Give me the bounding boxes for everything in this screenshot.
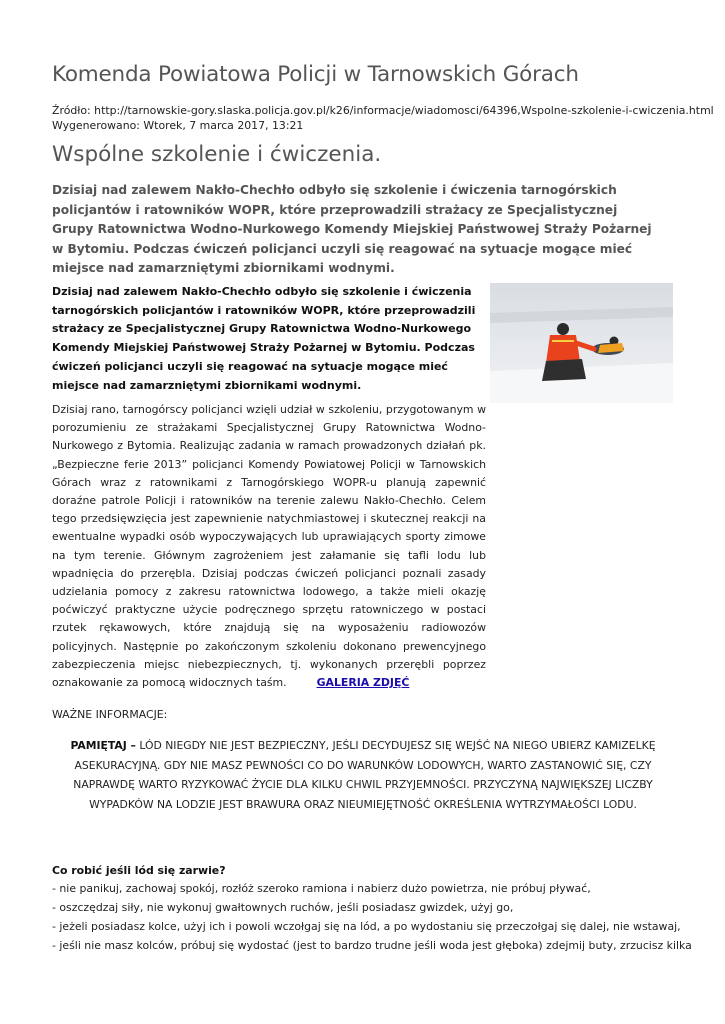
important-info-label: WAŻNE INFORMACJE:	[52, 708, 168, 721]
warning-text: LÓD NIEGDY NIE JEST BEZPIECZNY, JEŚLI DECYDUJESZ SIĘ WEJŚĆ NA NIEGO UBIERZ KAMIZELKĘ ASEKURACYJNĄ. GDY NIE MASZ PEWNOŚCI CO DO WARUNKÓW LODOWYCH, WARTO ZASTANOWIĆ SIĘ, CZY NAPRAWDĘ WARTO RYZYKOWAĆ ŻYCIE DLA KILKU CHWIL PRZYJEMNOŚCI. PRZYCZYNĄ NAJWIĘKSZEJ LICZBY WYPADKÓW NA LODZIE JEST BRAWURA ORAZ NIEUMIEJĘTNOŚĆ OKREŚLENIA WYTRZYMAŁOŚCI LODU.	[73, 739, 656, 811]
howto-title: Co robić jeśli lód się zarwie?	[52, 864, 226, 877]
howto-list	[52, 880, 692, 956]
article-lead: Dzisiaj nad zalewem Nakło-Chechło odbyło się szkolenie i ćwiczenia tarnogórskich policjantów i ratowników WOPR, które przeprowadzili strażacy ze Specjalistycznej Grupy Ratownictwa Wodno-Nurkowego Komendy Miejskiej Państwowej Straży Pożarnej w Bytomiu. Podczas ćwiczeń policjanci uczyli się reagować na sytuacje mogące mieć miejsce nad zamarzniętymi zbiornikami wodnymi.	[52, 183, 652, 276]
article-title: Wspólne szkolenie i ćwiczenia.	[52, 142, 382, 167]
gallery-row	[52, 676, 674, 689]
list-item: - oszczędzaj siły, nie wykonuj gwałtownych ruchów, jeśli posiadasz gwizdek, użyj go,	[52, 900, 514, 914]
site-title: Komenda Powiatowa Policji w Tarnowskich Górach	[52, 62, 579, 87]
list-item: - jeśli nie masz kolców, próbuj się wydostać (jest to bardzo trudne jeśli woda jest głęboka) zdejmij buty, zrzucisz kilka	[52, 938, 692, 952]
ice-warning	[52, 736, 674, 814]
warning-emphasis: PAMIĘTAJ –	[70, 739, 136, 752]
article-lead-repeat: Dzisiaj nad zalewem Nakło-Chechło odbyło się szkolenie i ćwiczenia tarnogórskich policjantów i ratowników WOPR, które przeprowadzili strażacy ze Specjalistycznej Grupy Ratownictwa Wodno-Nurkowego Komendy Miejskiej Państwowej Straży Pożarnej w Bytomiu. Podczas ćwiczeń policjanci uczyli się reagować na sytuacje mogące mieć miejsce nad zamarzniętymi zbiornikami wodnymi.	[52, 285, 476, 392]
ice-rescue-photo	[490, 283, 673, 403]
gallery-link[interactable]: GALERIA ZDJĘĆ	[316, 676, 410, 689]
source-url: Źródło: http://tarnowskie-gory.slaska.policja.gov.pl/k26/informacje/wiadomosci/64396,Wspolne-szkolenie-i-cwiczenia.html	[52, 104, 714, 117]
list-item: - jeżeli posiadasz kolce, użyj ich i powoli wczołgaj się na lód, a po wydostaniu się przeczołgaj się dalej, nie wstawaj,	[52, 919, 681, 933]
list-item: - nie panikuj, zachowaj spokój, rozłóż szeroko ramiona i nabierz dużo powietrza, nie próbuj pływać,	[52, 882, 591, 895]
meta-info	[52, 103, 714, 133]
article-body: Dzisiaj rano, tarnogórscy policjanci wzięli udział w szkoleniu, przygotowanym w porozumieniu ze strażakami Specjalistycznej Grupy Ratownictwa Wodno-Nurkowego z Bytomia. Realizując zadania w ramach prowadzonych działań pk. „Bezpieczne ferie 2013” policjanci Komendy Powiatowej Policji w Tarnowskich Górach wraz z ratownikami z Tarnogórskiego WOPR-u planują zapewnić doraźne patrole Policji i ratowników na terenie zalewu Nakło-Chechło. Celem tego przedsięwzięcia jest zapewnienie natychmiastowej i skutecznej reakcji na ewentualne wypadki osób wypoczywających lub uprawiających sporty zimowe na tym terenie. Głównym zagrożeniem jest załamanie się tafli lodu lub wpadnięcia do przerębla. Dzisiaj podczas ćwiczeń policjanci poznali zasady udzielania pomocy z zakresu ratownictwa lodowego, a także mieli okazję poćwiczyć praktyczne użycie podręcznego sprzętu ratowniczego w postaci rzutek rękawowych, które znajdują się na wyposażeniu radiowozów policyjnych. Następnie po zakończonym szkoleniu dokonano prewencyjnego zabezpieczenia miejsc niebezpiecznych, tj. wykonanych przerębli poprzez oznakowanie za pomocą widocznych taśm.	[52, 403, 486, 690]
article-photo	[490, 283, 673, 403]
generated-date: Wygenerowano: Wtorek, 7 marca 2017, 13:21	[52, 119, 304, 132]
